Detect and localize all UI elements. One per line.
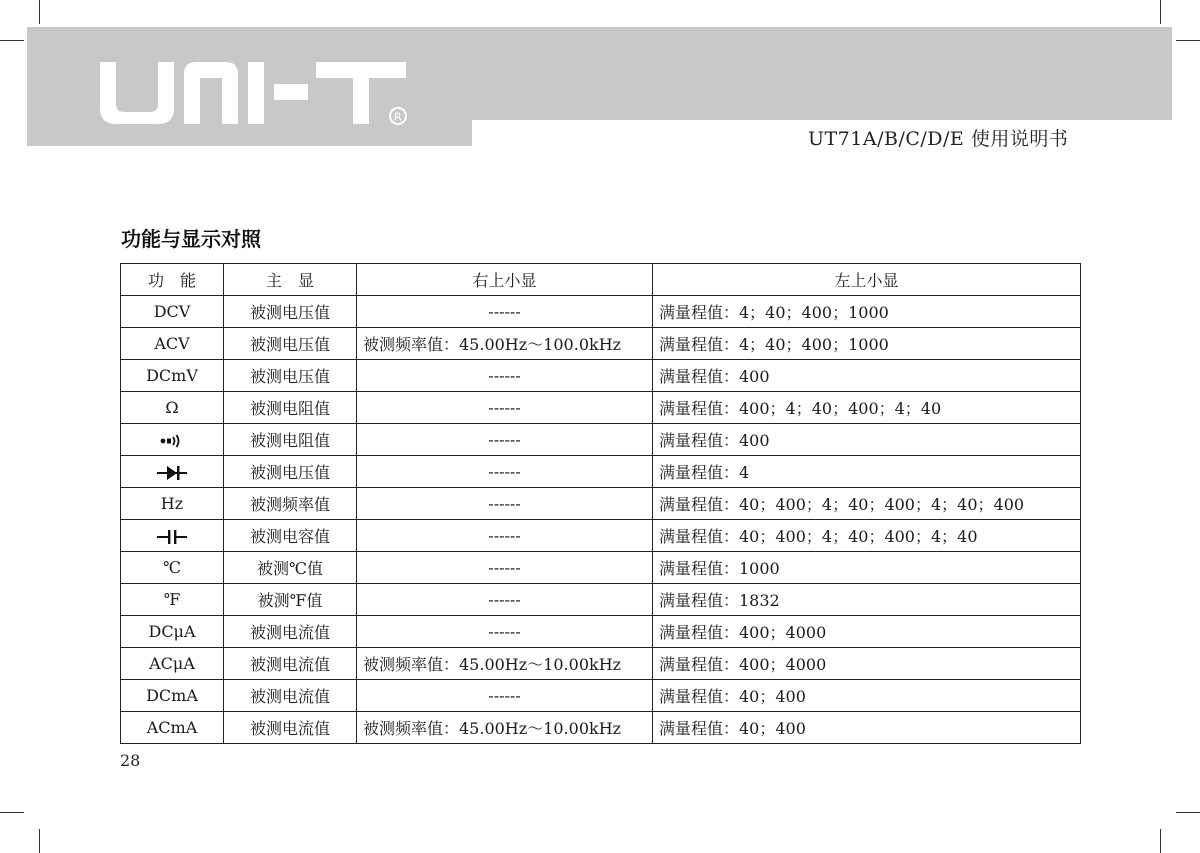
function-display-table	[120, 263, 1081, 744]
cell-main-display: 被测电压值	[224, 456, 357, 488]
table-row	[121, 648, 1081, 680]
brand-logo	[100, 58, 420, 130]
cell-upper-left-display: 满量程值：40；400	[653, 712, 1081, 744]
cell-upper-right-display: ------	[357, 456, 653, 488]
table-row	[121, 360, 1081, 392]
continuity-buzzer-icon	[159, 430, 185, 449]
crop-mark	[1160, 0, 1161, 24]
header-upper-right-display: 右上小显	[357, 264, 653, 296]
cell-main-display: 被测电流值	[224, 680, 357, 712]
cell-upper-right-display: ------	[357, 680, 653, 712]
cell-upper-left-display: 满量程值：400	[653, 360, 1081, 392]
header-function: 功 能	[121, 264, 224, 296]
table-row	[121, 584, 1081, 616]
manual-title: UT71A/B/C/D/E 使用说明书	[808, 128, 1069, 150]
table-row	[121, 392, 1081, 424]
cell-main-display: 被测电压值	[224, 296, 357, 328]
table-row	[121, 552, 1081, 584]
cell-upper-left-display: 满量程值：1832	[653, 584, 1081, 616]
cell-upper-right-display: ------	[357, 296, 653, 328]
cell-upper-left-display: 满量程值：400；4000	[653, 648, 1081, 680]
page-number: 28	[120, 751, 141, 770]
cell-upper-right-display: 被测频率值：45.00Hz～100.0kHz	[357, 328, 653, 360]
cell-upper-left-display: 满量程值：40；400	[653, 680, 1081, 712]
cell-function: Hz	[121, 488, 224, 520]
cell-function: DCmA	[121, 680, 224, 712]
table-row	[121, 296, 1081, 328]
table-row	[121, 424, 1081, 456]
cell-upper-left-display: 满量程值：400	[653, 424, 1081, 456]
cell-upper-right-display: 被测频率值：45.00Hz～10.00kHz	[357, 648, 653, 680]
cell-function	[121, 456, 224, 488]
cell-main-display: 被测℃值	[224, 552, 357, 584]
crop-mark	[1176, 812, 1200, 813]
cell-function: Ω	[121, 392, 224, 424]
table-row	[121, 456, 1081, 488]
cell-main-display: 被测电压值	[224, 360, 357, 392]
table-row	[121, 712, 1081, 744]
header-main-display: 主 显	[224, 264, 357, 296]
cell-function: DCμA	[121, 616, 224, 648]
cell-upper-left-display: 满量程值：40；400；4；40；400；4；40；400	[653, 488, 1081, 520]
cell-main-display: 被测电流值	[224, 712, 357, 744]
cell-main-display: 被测电压值	[224, 328, 357, 360]
cell-upper-left-display: 满量程值：400；4000	[653, 616, 1081, 648]
cell-function	[121, 424, 224, 456]
cell-function: ACmA	[121, 712, 224, 744]
cell-upper-right-display: 被测频率值：45.00Hz～10.00kHz	[357, 712, 653, 744]
cell-main-display: 被测电阻值	[224, 392, 357, 424]
cell-upper-right-display: ------	[357, 360, 653, 392]
cell-upper-right-display: ------	[357, 424, 653, 456]
table-row	[121, 488, 1081, 520]
table-header-row	[121, 264, 1081, 296]
crop-mark	[39, 0, 40, 24]
cell-upper-left-display: 满量程值：4	[653, 456, 1081, 488]
cell-function	[121, 520, 224, 552]
cell-upper-right-display: ------	[357, 392, 653, 424]
cell-upper-right-display: ------	[357, 616, 653, 648]
cell-main-display: 被测℉值	[224, 584, 357, 616]
crop-mark	[1176, 40, 1200, 41]
table-row	[121, 680, 1081, 712]
cell-function: ℉	[121, 584, 224, 616]
cell-main-display: 被测电流值	[224, 616, 357, 648]
cell-function: ACμA	[121, 648, 224, 680]
diode-icon	[157, 462, 187, 481]
cell-function: ℃	[121, 552, 224, 584]
cell-main-display: 被测电阻值	[224, 424, 357, 456]
cell-upper-left-display: 满量程值：40；400；4；40；400；4；40	[653, 520, 1081, 552]
cell-upper-right-display: ------	[357, 488, 653, 520]
cell-function: DCmV	[121, 360, 224, 392]
table-row	[121, 328, 1081, 360]
crop-mark	[0, 812, 24, 813]
cell-main-display: 被测电容值	[224, 520, 357, 552]
cell-upper-left-display: 满量程值：4；40；400；1000	[653, 328, 1081, 360]
svg-text:R: R	[394, 110, 402, 124]
header-upper-left-display: 左上小显	[653, 264, 1081, 296]
uni-t-logo-icon	[100, 58, 420, 130]
crop-mark	[0, 40, 24, 41]
cell-upper-left-display: 满量程值：4；40；400；1000	[653, 296, 1081, 328]
cell-function: DCV	[121, 296, 224, 328]
cell-upper-right-display: ------	[357, 552, 653, 584]
crop-mark	[39, 829, 40, 853]
cell-function: ACV	[121, 328, 224, 360]
table-row	[121, 520, 1081, 552]
cell-upper-left-display: 满量程值：400；4；40；400；4；40	[653, 392, 1081, 424]
cell-upper-right-display: ------	[357, 520, 653, 552]
cell-upper-right-display: ------	[357, 584, 653, 616]
cell-upper-left-display: 满量程值：1000	[653, 552, 1081, 584]
cell-main-display: 被测频率值	[224, 488, 357, 520]
cell-main-display: 被测电流值	[224, 648, 357, 680]
capacitor-icon	[157, 526, 187, 545]
table-row	[121, 616, 1081, 648]
section-title: 功能与显示对照	[121, 227, 261, 251]
crop-mark	[1160, 829, 1161, 853]
